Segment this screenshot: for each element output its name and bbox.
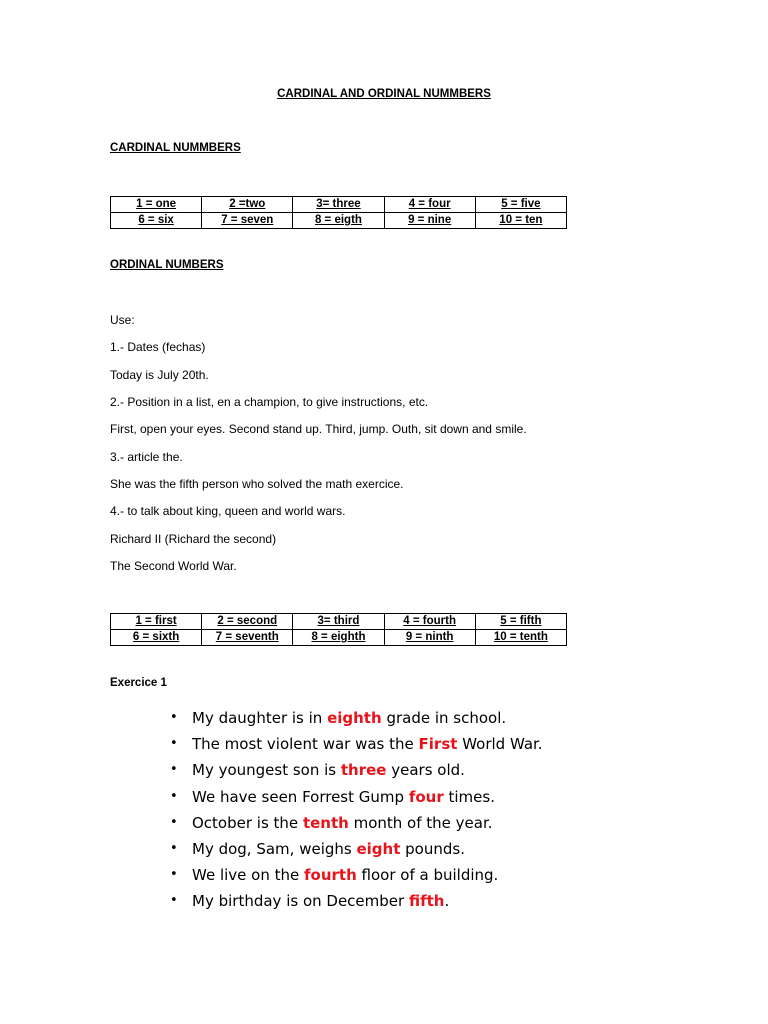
sentence-after: grade in school. bbox=[381, 709, 507, 727]
table-cell: 6 = sixth bbox=[111, 630, 202, 646]
text-line: The Second World War. bbox=[110, 559, 237, 573]
text-line: Use: bbox=[110, 313, 135, 327]
table-cell: 1 = one bbox=[111, 197, 202, 213]
text-line: She was the fifth person who solved the math exercice. bbox=[110, 477, 404, 491]
sentence-after: floor of a building. bbox=[356, 866, 499, 885]
list-item bbox=[170, 786, 543, 812]
text-line: Richard II (Richard the second) bbox=[110, 532, 277, 546]
table-cell: 9 = nine bbox=[384, 213, 475, 229]
exercise-title: Exercice 1 bbox=[110, 677, 167, 689]
answer-word: three bbox=[340, 761, 387, 780]
bullet-icon: • bbox=[170, 867, 178, 883]
table-row bbox=[111, 630, 567, 646]
table-cell: 1 = first bbox=[111, 614, 202, 630]
sentence-before: We live on the bbox=[192, 866, 304, 885]
table-cell: 10 = ten bbox=[475, 213, 566, 229]
list-item bbox=[170, 864, 543, 890]
table-cell: 10 = tenth bbox=[475, 630, 566, 646]
page-title: CARDINAL AND ORDINAL NUMMBERS bbox=[277, 88, 491, 100]
sentence-before: We have seen Forrest Gump bbox=[192, 787, 409, 806]
table-row bbox=[111, 197, 567, 213]
cardinal-table bbox=[110, 196, 567, 229]
sentence-after: month of the year. bbox=[348, 813, 493, 832]
table-cell: 7 = seven bbox=[202, 213, 293, 229]
text-line: First, open your eyes. Second stand up. Third, jump. Outh, sit down and smile. bbox=[110, 422, 527, 436]
list-item bbox=[170, 759, 543, 785]
sentence-after: years old. bbox=[386, 761, 465, 780]
bullet-icon: • bbox=[170, 814, 178, 830]
list-item bbox=[170, 890, 543, 916]
table-cell: 3= three bbox=[293, 197, 384, 213]
list-item bbox=[170, 707, 543, 733]
table-row bbox=[111, 614, 567, 630]
table-cell: 7 = seventh bbox=[202, 630, 293, 646]
table-cell: 8 = eigth bbox=[293, 213, 384, 229]
sentence-before: My daughter is in bbox=[192, 709, 328, 727]
sentence-after: . bbox=[444, 892, 450, 911]
table-cell: 6 = six bbox=[111, 213, 202, 229]
table-cell: 5 = fifth bbox=[475, 614, 566, 630]
table-cell: 4 = four bbox=[384, 197, 475, 213]
table-cell: 3= third bbox=[293, 614, 384, 630]
table-cell: 4 = fourth bbox=[384, 614, 475, 630]
answer-word: fourth bbox=[304, 866, 357, 885]
sentence-after: World War. bbox=[457, 735, 543, 754]
bullet-icon: • bbox=[170, 762, 178, 778]
list-item bbox=[170, 812, 543, 838]
answer-word: eighth bbox=[327, 709, 382, 727]
answer-word: four bbox=[408, 787, 444, 806]
table-cell: 8 = eighth bbox=[293, 630, 384, 646]
bullet-icon: • bbox=[170, 788, 178, 804]
list-item bbox=[170, 733, 543, 759]
sentence-before: My youngest son is bbox=[192, 761, 341, 780]
table-row bbox=[111, 213, 567, 229]
table-cell: 2 =two bbox=[202, 197, 293, 213]
cardinal-heading: CARDINAL NUMMBERS bbox=[110, 142, 241, 154]
text-line: 3.- article the. bbox=[110, 450, 183, 464]
sentence-after: times. bbox=[443, 787, 495, 806]
answer-word: tenth bbox=[302, 813, 349, 832]
ordinal-heading: ORDINAL NUMBERS bbox=[110, 259, 224, 271]
text-line: Today is July 20th. bbox=[110, 368, 209, 382]
text-line: 2.- Position in a list, en a champion, to give instructions, etc. bbox=[110, 395, 429, 409]
answer-word: fifth bbox=[408, 892, 445, 911]
bullet-icon: • bbox=[170, 710, 178, 725]
sentence-before: My dog, Sam, weighs bbox=[192, 839, 357, 858]
text-line: 1.- Dates (fechas) bbox=[110, 340, 206, 354]
ordinal-table bbox=[110, 613, 567, 646]
answer-word: eight bbox=[356, 839, 401, 858]
table-cell: 5 = five bbox=[475, 197, 566, 213]
table-cell: 9 = ninth bbox=[384, 630, 475, 646]
bullet-icon: • bbox=[170, 736, 178, 752]
bullet-icon: • bbox=[170, 893, 178, 909]
list-item bbox=[170, 838, 543, 864]
text-line: 4.- to talk about king, queen and world wars. bbox=[110, 504, 346, 518]
sentence-before: October is the bbox=[192, 813, 303, 832]
sentence-before: My birthday is on December bbox=[192, 892, 409, 911]
table-cell: 2 = second bbox=[202, 614, 293, 630]
sentence-before: The most violent war was the bbox=[192, 735, 419, 754]
bullet-icon: • bbox=[170, 840, 178, 856]
sentence-after: pounds. bbox=[400, 839, 465, 858]
exercise-list bbox=[170, 707, 543, 917]
answer-word: First bbox=[418, 735, 458, 754]
